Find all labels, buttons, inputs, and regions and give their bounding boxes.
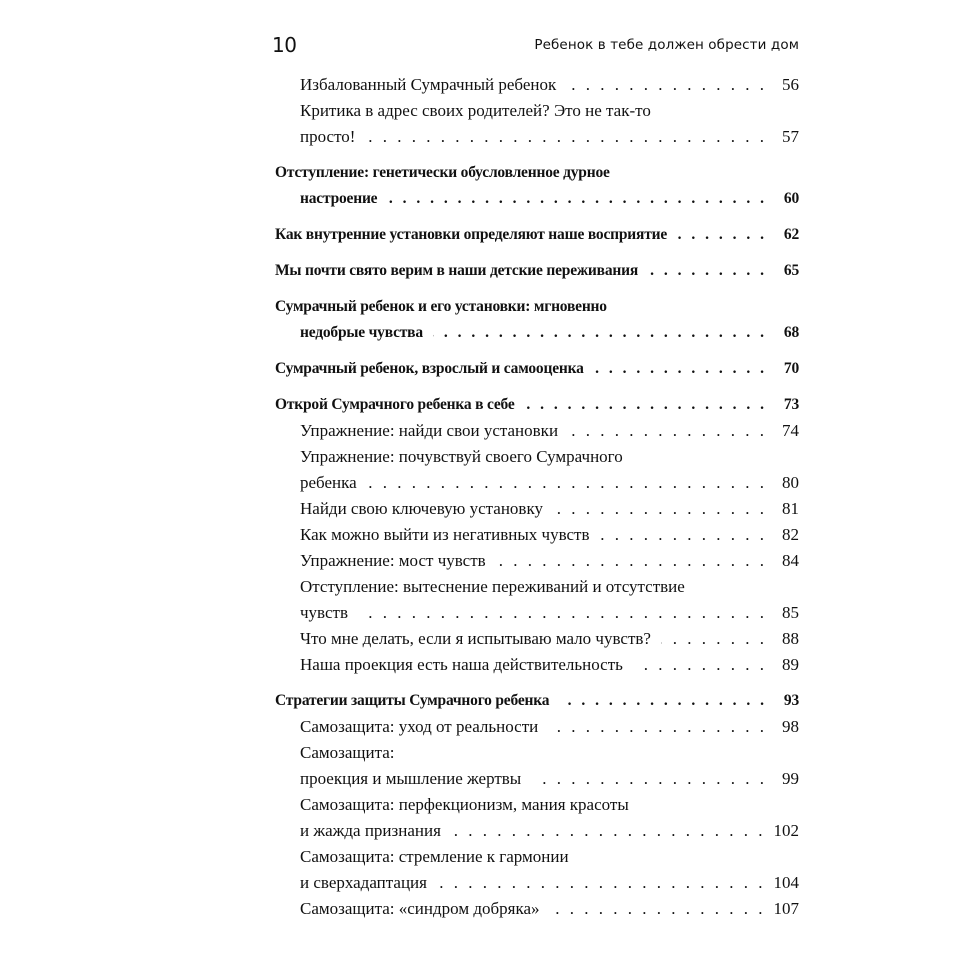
toc-entry <box>275 392 799 418</box>
toc-entry-last-line <box>275 356 799 382</box>
toc-page-number: 74 <box>782 421 799 440</box>
toc-entry-title-line: Самозащита: уход от реальности <box>300 717 539 736</box>
running-title: Ребенок в тебе должен обрести дом <box>534 37 799 53</box>
toc-entry-last-line <box>275 688 799 714</box>
toc-entry-last-line <box>300 818 799 844</box>
dot-leader <box>387 186 767 212</box>
toc-entry <box>275 418 799 444</box>
toc-entry-last-line <box>300 124 799 150</box>
toc-entry-title-line: Упражнение: почувствуй своего Сумрачного <box>300 447 623 466</box>
toc-entry-title-line: и сверхадаптация <box>300 873 427 892</box>
toc-entry-last-line <box>275 258 799 284</box>
toc-entry-title-line: Мы почти свято верим в наши детские переживания <box>275 262 639 279</box>
toc-entry-title-line: чувств <box>300 603 348 622</box>
toc-entry <box>275 258 799 284</box>
toc-page-number: 98 <box>782 717 799 736</box>
toc-page-number: 68 <box>783 324 799 341</box>
dot-leader <box>365 124 767 150</box>
dot-leader <box>559 688 767 714</box>
toc-entry-last-line <box>275 222 799 248</box>
toc-entry-title-line: настроение <box>300 190 378 207</box>
toc-entry-last-line <box>300 496 799 522</box>
toc-entry-title-line: Сумрачный ребенок и его установки: мгновенно <box>275 298 607 315</box>
dot-leader <box>600 522 767 548</box>
toc-page-number: 60 <box>783 190 799 207</box>
toc-page-number: 85 <box>782 603 799 622</box>
toc-page-number: 104 <box>773 873 799 892</box>
dot-leader <box>550 896 766 922</box>
toc-page-number: 89 <box>782 655 799 674</box>
dot-leader <box>548 714 767 740</box>
toc-entry <box>275 740 799 792</box>
toc-entry <box>275 652 799 678</box>
dot-leader <box>568 418 767 444</box>
dot-leader <box>358 600 767 626</box>
toc-entry-last-line <box>275 186 799 212</box>
toc-entry <box>275 98 799 150</box>
dot-leader <box>451 818 766 844</box>
toc-entry-last-line <box>300 418 799 444</box>
toc-page-number: 80 <box>782 473 799 492</box>
toc-entry <box>275 72 799 98</box>
toc-entry-last-line <box>300 626 799 652</box>
toc-entry <box>275 496 799 522</box>
toc-entry-last-line <box>300 766 799 792</box>
dot-leader <box>648 258 767 284</box>
toc-entry-last-line <box>275 392 799 418</box>
toc-page-number: 82 <box>782 525 799 544</box>
toc-entry-last-line <box>300 522 799 548</box>
toc-entry-last-line <box>300 600 799 626</box>
toc-entry-title-line: Упражнение: найди свои установки <box>300 421 559 440</box>
toc-entry <box>275 548 799 574</box>
toc-entry <box>275 522 799 548</box>
toc-entry <box>275 160 799 212</box>
dot-leader <box>496 548 767 574</box>
toc-entry-title-line: Стратегии защиты Сумрачного ребенка <box>275 692 550 709</box>
toc-page-number: 102 <box>773 821 799 840</box>
toc-entry <box>275 294 799 346</box>
toc-entry-title-line: просто! <box>300 127 356 146</box>
toc-entry-title-line: Самозащита: <box>300 743 395 762</box>
dot-leader <box>566 72 767 98</box>
toc-entry-last-line <box>300 714 799 740</box>
dot-leader <box>433 320 767 346</box>
page-number: 10 <box>272 33 297 57</box>
toc-page-number: 88 <box>782 629 799 648</box>
toc-page-number: 84 <box>782 551 799 570</box>
toc-page-number: 107 <box>773 899 799 918</box>
table-of-contents <box>275 72 799 922</box>
toc-entry-title-line: Отступление: вытеснение переживаний и отсутствие <box>300 577 685 596</box>
toc-page-number: 73 <box>783 396 799 413</box>
toc-entry <box>275 444 799 496</box>
dot-leader <box>525 392 767 418</box>
toc-entry <box>275 626 799 652</box>
toc-entry-last-line <box>300 548 799 574</box>
toc-entry-title-line: Самозащита: перфекционизм, мания красоты <box>300 795 629 814</box>
toc-entry-title-line: Найди свою ключевую установку <box>300 499 543 518</box>
toc-page-number: 93 <box>783 692 799 709</box>
toc-entry-title-line: Самозащита: стремление к гармонии <box>300 847 569 866</box>
toc-entry-title-line: Самозащита: «синдром добряка» <box>300 899 540 918</box>
dot-leader <box>553 496 767 522</box>
toc-page-number: 57 <box>782 127 799 146</box>
dot-leader <box>367 470 767 496</box>
toc-entry <box>275 714 799 740</box>
toc-entry-title-line: и жажда признания <box>300 821 441 840</box>
dot-leader <box>531 766 767 792</box>
dot-leader <box>633 652 767 678</box>
toc-entry <box>275 844 799 896</box>
toc-entry-title-line: недобрые чувства <box>300 324 423 341</box>
toc-entry-title-line: Как внутренние установки определяют наше восприятие <box>275 226 668 243</box>
toc-entry <box>275 574 799 626</box>
toc-entry-last-line <box>300 652 799 678</box>
toc-entry-last-line <box>300 72 799 98</box>
toc-entry-last-line <box>300 470 799 496</box>
toc-entry-last-line <box>275 320 799 346</box>
toc-entry <box>275 222 799 248</box>
toc-entry-title-line: Наша проекция есть наша действительность <box>300 655 623 674</box>
toc-entry <box>275 792 799 844</box>
dot-leader <box>594 356 767 382</box>
toc-entry-title-line: проекция и мышление жертвы <box>300 769 522 788</box>
toc-entry-title-line: Отступление: генетически обусловленное дурное <box>275 164 610 181</box>
dot-leader <box>661 626 767 652</box>
toc-entry-title-line: Упражнение: мост чувств <box>300 551 486 570</box>
toc-entry-last-line <box>300 870 799 896</box>
toc-entry <box>275 688 799 714</box>
dot-leader <box>437 870 766 896</box>
toc-page-number: 62 <box>783 226 799 243</box>
toc-page-number: 99 <box>782 769 799 788</box>
page-header <box>272 30 799 60</box>
toc-entry <box>275 356 799 382</box>
toc-entry-last-line <box>300 896 799 922</box>
toc-page-number: 56 <box>782 75 799 94</box>
toc-entry-title-line: Сумрачный ребенок, взрослый и самооценка <box>275 360 584 377</box>
toc-page-number: 81 <box>782 499 799 518</box>
toc-page-number: 65 <box>783 262 799 279</box>
toc-entry-title-line: Как можно выйти из негативных чувств <box>300 525 590 544</box>
toc-entry <box>275 896 799 922</box>
toc-page-number: 70 <box>783 360 799 377</box>
toc-entry-title-line: ребенка <box>300 473 357 492</box>
toc-entry-title-line: Избалованный Сумрачный ребенок <box>300 75 557 94</box>
toc-entry-title-line: Критика в адрес своих родителей? Это не так-то <box>300 101 651 120</box>
toc-entry-title-line: Открой Сумрачного ребенка в себе <box>275 396 515 413</box>
toc-entry-title-line: Что мне делать, если я испытываю мало чувств? <box>300 629 651 648</box>
dot-leader <box>677 222 767 248</box>
